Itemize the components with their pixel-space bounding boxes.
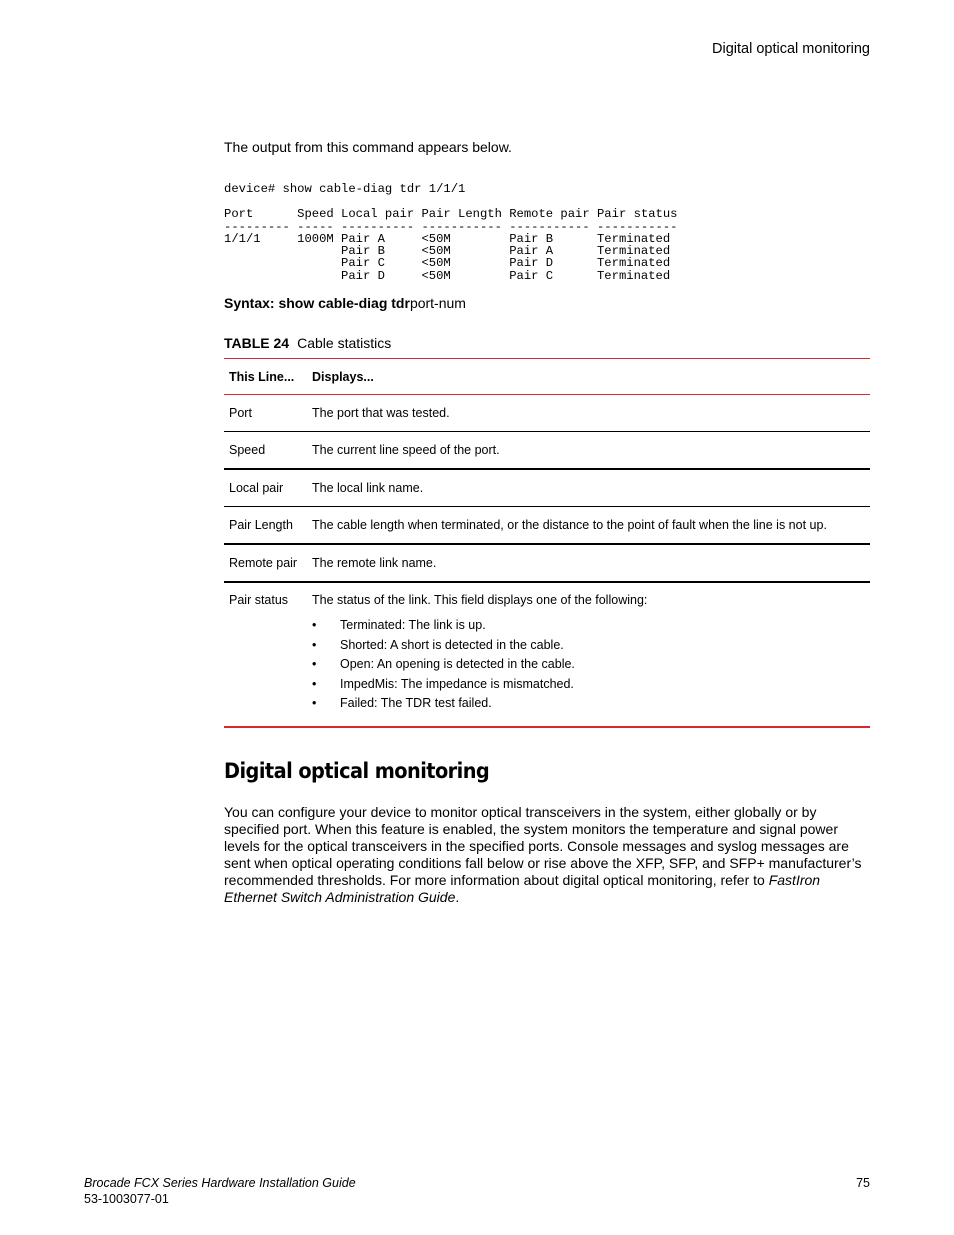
running-header: Digital optical monitoring — [712, 41, 870, 57]
cable-statistics-table — [224, 358, 870, 728]
syntax-label: Syntax: show cable-diag tdr — [224, 295, 410, 312]
bullet-icon: • — [312, 696, 317, 711]
table-cell-displays: The port that was tested. — [307, 395, 870, 432]
cli-output: Port Speed Local pair Pair Length Remote pair Pair status --------- ----- ---------- ----------- ----------- ----------- 1/1/1 1000M Pair A <50M Pair B Terminated Pair B <50M Pair A Terminated Pair C <50M Pair D Terminated Pair D <50M Pair C Terminated — [224, 207, 678, 283]
footer-left — [84, 1175, 356, 1207]
table-cell-displays — [307, 582, 870, 727]
page-content — [224, 138, 870, 906]
table-cell-displays: The local link name. — [307, 469, 870, 507]
table-cell-displays: The current line speed of the port. — [307, 432, 870, 470]
list-item-text: Failed: The TDR test failed. — [340, 696, 492, 711]
list-item — [312, 616, 865, 636]
pair-status-intro: The status of the link. This field displays one of the following: — [312, 593, 648, 608]
list-item-text: ImpedMis: The impedance is mismatched. — [340, 676, 574, 691]
column-header: This Line... — [224, 359, 307, 395]
table-cell-line: Local pair — [224, 469, 307, 507]
column-header: Displays... — [307, 359, 870, 395]
list-item-text: Terminated: The link is up. — [340, 618, 486, 633]
table-row — [224, 507, 870, 545]
footer-page-number: 75 — [856, 1176, 870, 1190]
bullet-icon: • — [312, 676, 317, 691]
syntax-param: port-num — [409, 295, 466, 312]
guide-reference: FastIron Ethernet Switch Administration Guide — [224, 871, 821, 905]
table-row — [224, 544, 870, 582]
list-item — [312, 655, 865, 675]
table-number: TABLE 24 — [224, 335, 290, 352]
bullet-icon: • — [312, 618, 317, 633]
table-cell-displays: The cable length when terminated, or the distance to the point of fault when the line is not up. — [307, 507, 870, 545]
syntax-line — [224, 294, 870, 312]
table-row — [224, 432, 870, 470]
body-text: You can configure your device to monitor optical transceivers in the system, either globally or by specified port. When this feature is enabled, the system monitors the temperature and signal power levels for the optical transceivers in the specified ports. Console messages and syslog messages are sent when optical operating conditions fall below or rise above the XFP, SFP, and SFP+ manufacturer’s recommended thresholds. For more information about digital optical monitoring, refer to — [224, 803, 862, 888]
intro-text: The output from this command appears below. — [224, 139, 512, 155]
table-caption — [224, 335, 870, 351]
table-row — [224, 395, 870, 432]
table-row — [224, 469, 870, 507]
list-item — [312, 675, 865, 695]
list-item-text: Open: An opening is detected in the cable. — [340, 657, 575, 672]
list-item — [312, 694, 865, 714]
table-header-row — [224, 359, 870, 395]
table-row — [224, 582, 870, 727]
table-title: Cable statistics — [297, 335, 392, 352]
list-item-text: Shorted: A short is detected in the cable. — [340, 637, 564, 652]
table-cell-line: Pair Length — [224, 507, 307, 545]
body-end: . — [455, 888, 460, 905]
section-body — [224, 804, 870, 906]
table-cell-displays: The remote link name. — [307, 544, 870, 582]
table-cell-line: Pair status — [229, 593, 289, 608]
bullet-icon: • — [312, 657, 317, 672]
table-cell-line: Port — [224, 395, 307, 432]
table-cell-line: Speed — [224, 432, 307, 470]
section-heading: Digital optical monitoring — [224, 758, 490, 783]
footer-doc-number: 53-1003077-01 — [84, 1192, 169, 1206]
pair-status-list — [312, 616, 865, 714]
table-cell-line: Remote pair — [224, 544, 307, 582]
bullet-icon: • — [312, 637, 317, 652]
list-item — [312, 636, 865, 656]
footer-doc-title: Brocade FCX Series Hardware Installation Guide — [84, 1176, 356, 1190]
cli-command: device# show cable-diag tdr 1/1/1 — [224, 182, 466, 196]
